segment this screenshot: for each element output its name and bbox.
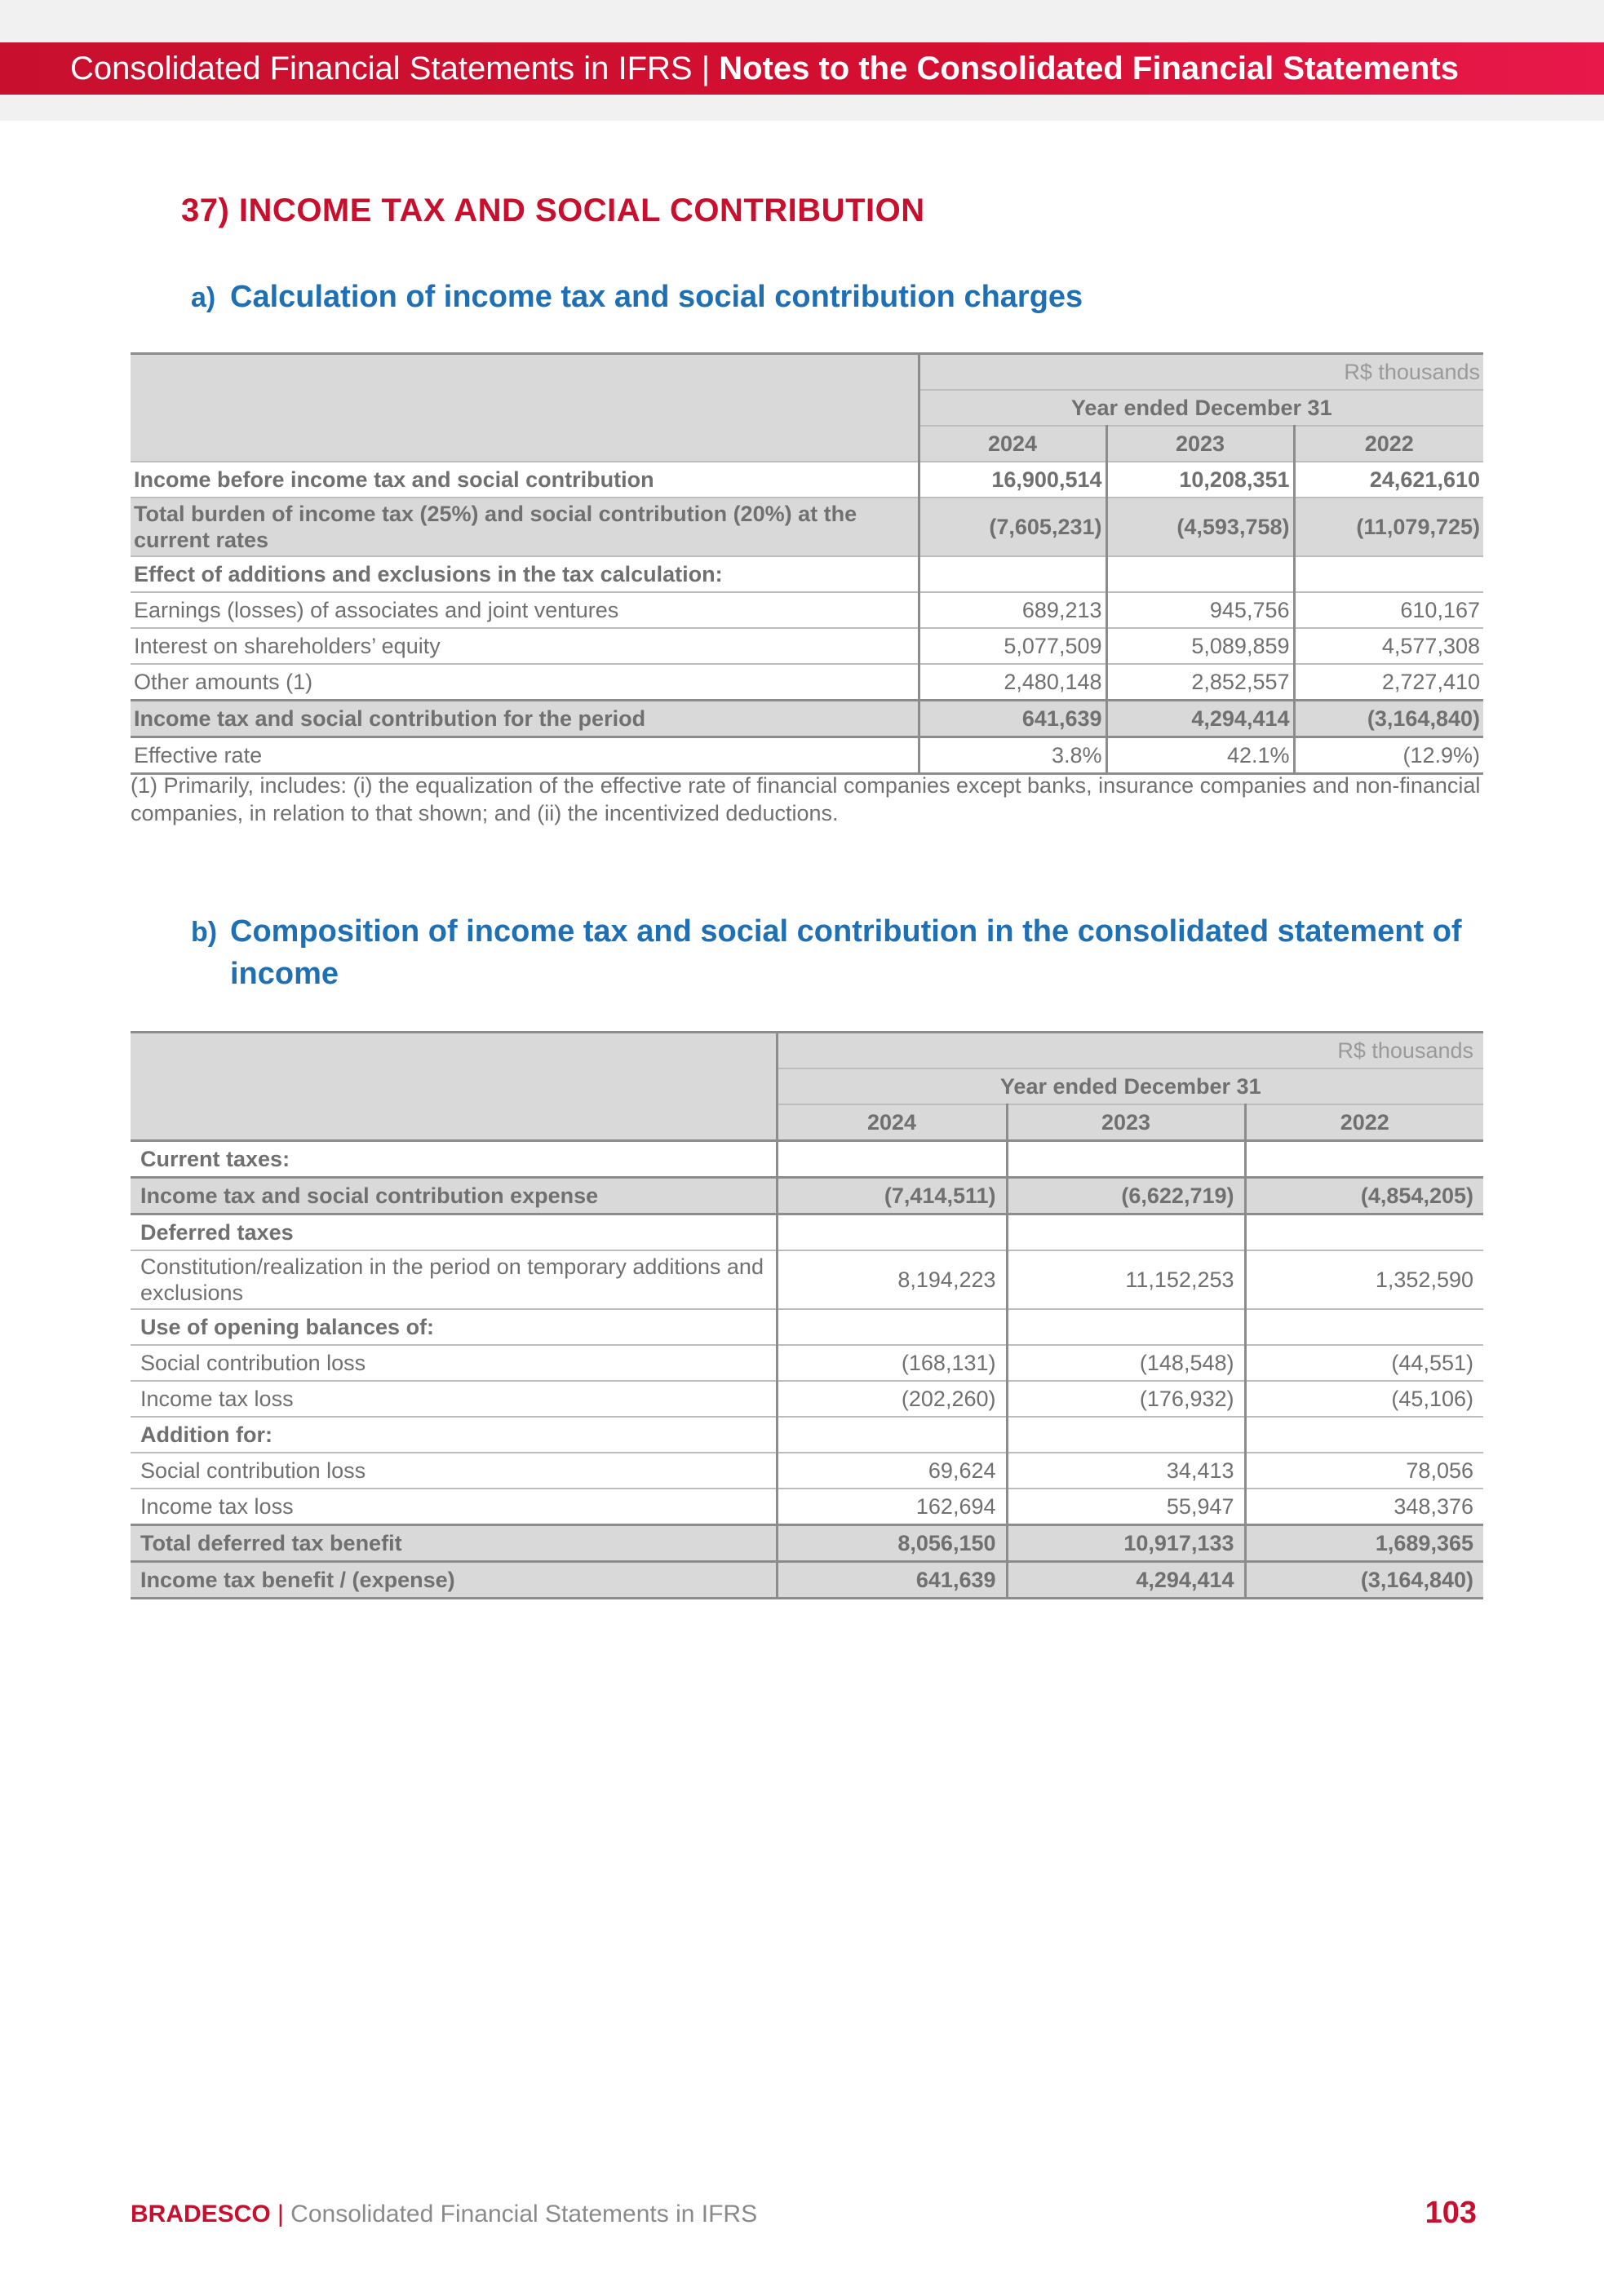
- cell-2024: [777, 1309, 1007, 1345]
- page-number: 103: [1425, 2196, 1477, 2230]
- cell-2024: 3.8%: [919, 737, 1106, 774]
- subsection-a-heading: [191, 276, 1083, 319]
- row-label: Effect of additions and exclusions in the tax calculation:: [131, 556, 919, 592]
- row-label: Current taxes:: [131, 1141, 777, 1178]
- table-a-year: 2022: [1294, 426, 1483, 462]
- header-banner: [0, 42, 1604, 95]
- table-row: [131, 628, 1483, 664]
- row-label: Income tax loss: [131, 1489, 777, 1525]
- cell-2022: (44,551): [1245, 1345, 1483, 1381]
- cell-2022: 610,167: [1294, 592, 1483, 628]
- cell-2023: (6,622,719): [1007, 1178, 1245, 1214]
- footer-brand: BRADESCO: [131, 2201, 271, 2227]
- table-row: [131, 1345, 1483, 1381]
- table-row: [131, 462, 1483, 498]
- cell-2022: [1245, 1309, 1483, 1345]
- page-footer: [131, 2201, 757, 2228]
- cell-2024: [777, 1417, 1007, 1453]
- cell-2023: 4,294,414: [1007, 1562, 1245, 1599]
- row-label: Effective rate: [131, 737, 919, 774]
- cell-2023: 5,089,859: [1106, 628, 1294, 664]
- table-a-header-blank: [131, 354, 919, 462]
- cell-2024: 69,624: [777, 1453, 1007, 1489]
- cell-2023: 10,917,133: [1007, 1525, 1245, 1562]
- row-label: Addition for:: [131, 1417, 777, 1453]
- table-row: [131, 1489, 1483, 1525]
- cell-2024: 689,213: [919, 592, 1106, 628]
- table-b-year: 2023: [1007, 1104, 1245, 1141]
- cell-2022: (4,854,205): [1245, 1178, 1483, 1214]
- cell-2022: 348,376: [1245, 1489, 1483, 1525]
- row-label: Income tax loss: [131, 1381, 777, 1417]
- subsection-a-title: Calculation of income tax and social contribution charges: [230, 280, 1083, 314]
- cell-2023: (4,593,758): [1106, 498, 1294, 556]
- cell-2024: 641,639: [919, 701, 1106, 737]
- footer-text: Consolidated Financial Statements in IFRS: [290, 2201, 758, 2227]
- cell-2022: (3,164,840): [1294, 701, 1483, 737]
- cell-2023: (176,932): [1007, 1381, 1245, 1417]
- cell-2024: [919, 556, 1106, 592]
- row-label: Interest on shareholders’ equity: [131, 628, 919, 664]
- table-b-year: 2022: [1245, 1104, 1483, 1141]
- table-b-header-blank: [131, 1033, 777, 1141]
- subsection-a-letter: a): [191, 282, 216, 313]
- table-row: [131, 701, 1483, 737]
- cell-2022: (45,106): [1245, 1381, 1483, 1417]
- row-label: Income tax and social contribution for the period: [131, 701, 919, 737]
- cell-2023: [1007, 1309, 1245, 1345]
- cell-2023: 42.1%: [1106, 737, 1294, 774]
- row-label: Income before income tax and social contribution: [131, 462, 919, 498]
- row-label: Income tax and social contribution expense: [131, 1178, 777, 1214]
- table-row: [131, 1562, 1483, 1599]
- cell-2023: [1007, 1214, 1245, 1251]
- cell-2023: 55,947: [1007, 1489, 1245, 1525]
- table-a-period-header: Year ended December 31: [919, 390, 1483, 426]
- page-title: 37) INCOME TAX AND SOCIAL CONTRIBUTION: [181, 192, 925, 228]
- cell-2023: 34,413: [1007, 1453, 1245, 1489]
- income-tax-composition-table: [131, 1031, 1483, 1599]
- cell-2024: 8,194,223: [777, 1250, 1007, 1309]
- table-a-footnote: (1) Primarily, includes: (i) the equalization of the effective rate of financial companies except banks, insurance companies and non-financial companies, in relation to that shown; and (ii) the incentivized deductions.: [131, 773, 1481, 825]
- subsection-b-heading: [191, 910, 1488, 995]
- cell-2022: 78,056: [1245, 1453, 1483, 1489]
- cell-2024: [777, 1141, 1007, 1178]
- cell-2022: 4,577,308: [1294, 628, 1483, 664]
- row-label: Use of opening balances of:: [131, 1309, 777, 1345]
- table-b-unit: R$ thousands: [777, 1033, 1483, 1069]
- cell-2024: (7,605,231): [919, 498, 1106, 556]
- row-label: Social contribution loss: [131, 1453, 777, 1489]
- row-label: Other amounts (1): [131, 664, 919, 701]
- subsection-b-title: Composition of income tax and social contribution in the consolidated statement of income: [230, 914, 1462, 991]
- table-row: [131, 1525, 1483, 1562]
- cell-2024: 2,480,148: [919, 664, 1106, 701]
- table-row: [131, 498, 1483, 556]
- cell-2022: (12.9%): [1294, 737, 1483, 774]
- cell-2023: 4,294,414: [1106, 701, 1294, 737]
- cell-2022: (11,079,725): [1294, 498, 1483, 556]
- cell-2024: [777, 1214, 1007, 1251]
- income-tax-calculation-table: [131, 352, 1483, 775]
- subsection-b-letter: b): [191, 917, 218, 948]
- table-row: [131, 1250, 1483, 1309]
- table-row: [131, 1178, 1483, 1214]
- cell-2022: 24,621,610: [1294, 462, 1483, 498]
- cell-2024: 16,900,514: [919, 462, 1106, 498]
- table-row: [131, 1214, 1483, 1251]
- table-row: [131, 1141, 1483, 1178]
- row-label: Income tax benefit / (expense): [131, 1562, 777, 1599]
- cell-2024: (202,260): [777, 1381, 1007, 1417]
- row-label: Constitution/realization in the period on temporary additions and exclusions: [131, 1250, 777, 1309]
- table-row: [131, 592, 1483, 628]
- cell-2024: 162,694: [777, 1489, 1007, 1525]
- row-label: Social contribution loss: [131, 1345, 777, 1381]
- table-row: [131, 737, 1483, 774]
- row-label: Deferred taxes: [131, 1214, 777, 1251]
- table-row: [131, 1453, 1483, 1489]
- cell-2024: 8,056,150: [777, 1525, 1007, 1562]
- cell-2023: (148,548): [1007, 1345, 1245, 1381]
- cell-2022: [1245, 1141, 1483, 1178]
- cell-2022: [1245, 1214, 1483, 1251]
- cell-2023: 10,208,351: [1106, 462, 1294, 498]
- banner-section: Notes to the Consolidated Financial Statements: [719, 51, 1460, 86]
- cell-2022: 2,727,410: [1294, 664, 1483, 701]
- cell-2023: 945,756: [1106, 592, 1294, 628]
- cell-2024: 641,639: [777, 1562, 1007, 1599]
- cell-2023: [1007, 1141, 1245, 1178]
- row-label: Earnings (losses) of associates and joint ventures: [131, 592, 919, 628]
- table-row: [131, 556, 1483, 592]
- cell-2022: [1245, 1417, 1483, 1453]
- cell-2024: 5,077,509: [919, 628, 1106, 664]
- banner-title: Consolidated Financial Statements in IFRS: [70, 51, 693, 86]
- table-a-unit: R$ thousands: [919, 354, 1483, 391]
- banner-separator: |: [692, 51, 720, 86]
- cell-2023: 11,152,253: [1007, 1250, 1245, 1309]
- cell-2023: 2,852,557: [1106, 664, 1294, 701]
- table-a-year: 2024: [919, 426, 1106, 462]
- table-a-year: 2023: [1106, 426, 1294, 462]
- row-label: Total deferred tax benefit: [131, 1525, 777, 1562]
- cell-2022: 1,689,365: [1245, 1525, 1483, 1562]
- row-label: Total burden of income tax (25%) and social contribution (20%) at the current rates: [131, 498, 919, 556]
- cell-2023: [1106, 556, 1294, 592]
- cell-2022: 1,352,590: [1245, 1250, 1483, 1309]
- cell-2024: (168,131): [777, 1345, 1007, 1381]
- table-b-year: 2024: [777, 1104, 1007, 1141]
- table-row: [131, 1381, 1483, 1417]
- table-row: [131, 664, 1483, 701]
- table-b-period-header: Year ended December 31: [777, 1068, 1483, 1104]
- footer-separator: |: [270, 2201, 291, 2227]
- table-row: [131, 1309, 1483, 1345]
- cell-2024: (7,414,511): [777, 1178, 1007, 1214]
- cell-2022: (3,164,840): [1245, 1562, 1483, 1599]
- cell-2023: [1007, 1417, 1245, 1453]
- cell-2022: [1294, 556, 1483, 592]
- table-row: [131, 1417, 1483, 1453]
